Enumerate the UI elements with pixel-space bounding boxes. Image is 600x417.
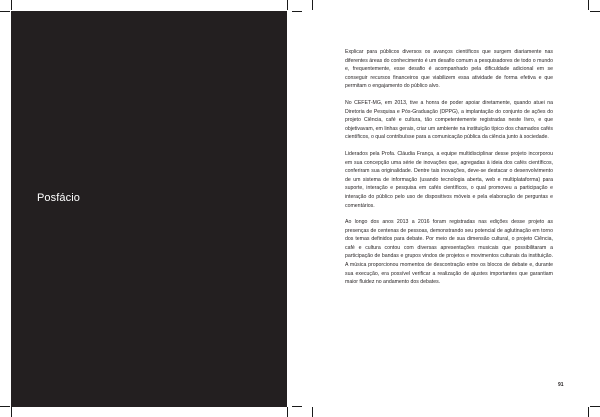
crop-mark: [588, 407, 589, 417]
crop-mark: [292, 406, 302, 407]
paragraph: Ao longo dos anos 2013 a 2016 foram registradas nas edições desse projeto as presenças de centenas de pessoas, demonstrando seu potencial de aglutinação em torno dos temas definidos para debate. Por meio de sua dimensão cultural, o projeto Ciência, café e cultura contou com diversas apresentações musicais que possibilitaram a participação de bandas e grupos vindos de projetos e movimentos culturais da instituição. A música proporcionou momentos de descontração entre os blocos de debate e, durante sua execução, era possível verificar a realização de ajustes importantes que garantiam maior fluidez no andamento dos debates.: [345, 219, 553, 286]
crop-mark: [590, 406, 600, 407]
crop-mark: [0, 406, 10, 407]
page-number: 91: [558, 382, 564, 388]
left-page: [11, 11, 287, 407]
crop-mark: [11, 407, 12, 417]
crop-mark: [11, 0, 12, 10]
body-text: [345, 48, 553, 295]
crop-mark: [312, 407, 313, 417]
crop-mark: [588, 0, 589, 10]
crop-mark: [312, 0, 313, 10]
crop-mark: [287, 407, 288, 417]
crop-mark: [287, 0, 288, 10]
paragraph: Explicar para públicos diversos os avanços científicos que surgem diariamente nas diferentes áreas do conhecimento é um desafio comum a pesquisadores de todo o mundo e, frequentemente, esse desafio é acompanhado pela dificuldade adicional em se conseguir recursos financeiros que viabilizem essa atividade de forma efetiva e que permitam o engajamento do público alvo.: [345, 49, 553, 90]
crop-mark: [0, 11, 10, 12]
paragraph: Liderados pela Profa. Cláudia França, a equipe multidisciplinar desse projeto incorporou em sua concepção uma série de inovações que, agregadas à ideia dos cafés científicos, conferiram sua originalidade. Dentre tais inovações, deve-se destacar o desenvolvimento de um sistema de informação (usando tecnologia aberta, web e multiplataforma) para suporte, interação e pesquisa em cafés científicos, o qual promoveu a participação e interação do público pelo uso de dispositivos móveis e pela elaboração de perguntas e comentários.: [345, 150, 553, 209]
section-title: Posfácio: [37, 192, 80, 204]
paragraph: No CEFET-MG, em 2013, tive a honra de poder apoiar diretamente, quando atuei na Diretoria de Pesquisa e Pós-Graduação (DPPG), a implantação do conjunto de ações do projeto Ciência, café e cultura, tão competentemente registradas neste livro, e que objetivavam, em linhas gerais, criar um ambiente na instituição típico dos chamados cafés científicos, o qual contribuísse para a comunicação pública da ciência junto à sociedade.: [345, 99, 553, 141]
crop-mark: [292, 11, 302, 12]
crop-mark: [590, 11, 600, 12]
